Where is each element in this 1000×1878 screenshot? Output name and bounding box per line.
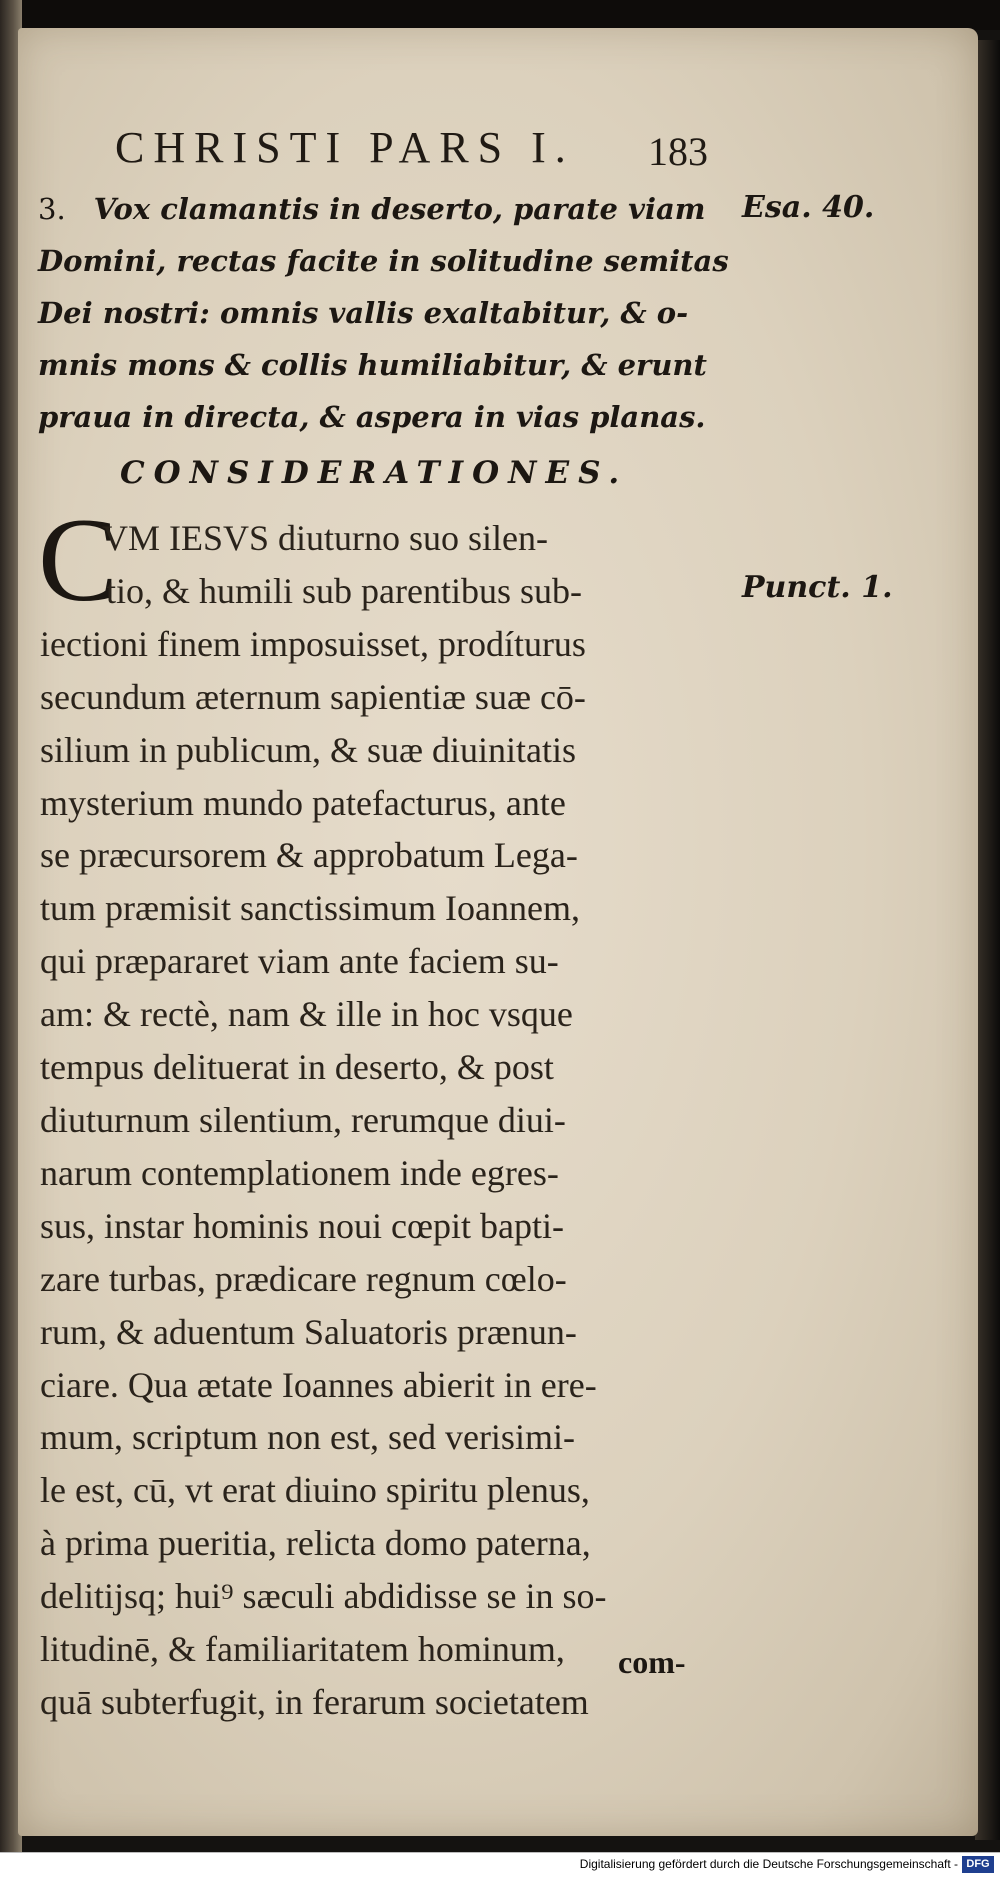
body-line: secundum æternum sapientiæ suæ cō- (40, 676, 586, 717)
body-line: tio, & humili sub parentibus sub- (106, 570, 582, 611)
scripture-line: Dei nostri: omnis vallis exaltabitur, & o- (38, 296, 689, 330)
body-line: VM IESVS diuturno suo silen- (102, 518, 549, 558)
footer-bar (0, 1852, 1000, 1878)
body-line: le est, cū, vt erat diuino spiritu plenus, (40, 1470, 590, 1511)
verse-number: 3. (38, 192, 66, 226)
body-line: zare turbas, prædicare regnum cœlo- (40, 1258, 567, 1299)
footer-credit: Digitalisierung gefördert durch die Deutsche Forschungsgemeinschaft - (579, 1857, 958, 1871)
body-line: diuturnum silentium, rerumque diui- (40, 1099, 566, 1140)
body-line: tempus delituerat in deserto, & post (40, 1047, 554, 1088)
body-line: silium in publicum, & suæ diuinitatis (40, 729, 577, 770)
body-line: litudinē, & familiaritatem hominum, (40, 1629, 565, 1670)
body-line: quā subterfugit, in ferarum societatem (40, 1681, 589, 1722)
body-line: sus, instar hominis noui cœpit bapti- (40, 1205, 564, 1246)
body-line: narum contemplationem inde egres- (40, 1152, 559, 1193)
body-line: à prima pueritia, relicta domo paterna, (40, 1523, 591, 1564)
scripture-line (38, 183, 738, 235)
scripture-line: praua in directa, & aspera in vias planas. (38, 400, 706, 434)
body-line: ciare. Qua ætate Ioannes abierit in ere- (40, 1364, 597, 1405)
body-line: delitijsq; hui⁹ sæculi abdidisse se in so- (40, 1576, 607, 1617)
scripture-line-text: Vox clamantis in deserto, parate viam (93, 192, 706, 226)
dfg-logo[interactable]: DFG (962, 1856, 994, 1873)
page-edge-shadow (975, 40, 1000, 1840)
section-title: CONSIDERATIONES. (120, 455, 629, 491)
margin-note-point: Punct. 1. (742, 570, 893, 605)
page-number: 183 (648, 129, 708, 174)
body-line: am: & rectè, nam & ille in hoc vsque (40, 994, 573, 1035)
body-line: rum, & aduentum Saluatoris prænun- (40, 1311, 577, 1352)
body-line: qui præpararet viam ante faciem su- (40, 941, 559, 982)
drop-cap-initial: C (38, 493, 119, 626)
body-text (40, 512, 740, 1729)
margin-note-reference: Esa. 40. (742, 190, 875, 225)
body-line: mum, scriptum non est, sed verisimi- (40, 1417, 575, 1458)
scan-top-border (0, 0, 1000, 30)
catchword: com- (618, 1644, 686, 1680)
scripture-quote (38, 183, 738, 443)
body-line: se præcursorem & approbatum Lega- (40, 835, 578, 876)
body-line: iectioni finem imposuisset, prodíturus (40, 623, 586, 664)
body-line: tum præmisit sanctissimum Ioannem, (40, 888, 580, 929)
body-line: mysterium mundo patefacturus, ante (40, 782, 566, 823)
scripture-line: mnis mons & collis humiliabitur, & erunt (38, 348, 707, 382)
scripture-line: Domini, rectas facite in solitudine semitas (38, 244, 729, 278)
running-head: CHRISTI PARS I. (115, 123, 575, 172)
